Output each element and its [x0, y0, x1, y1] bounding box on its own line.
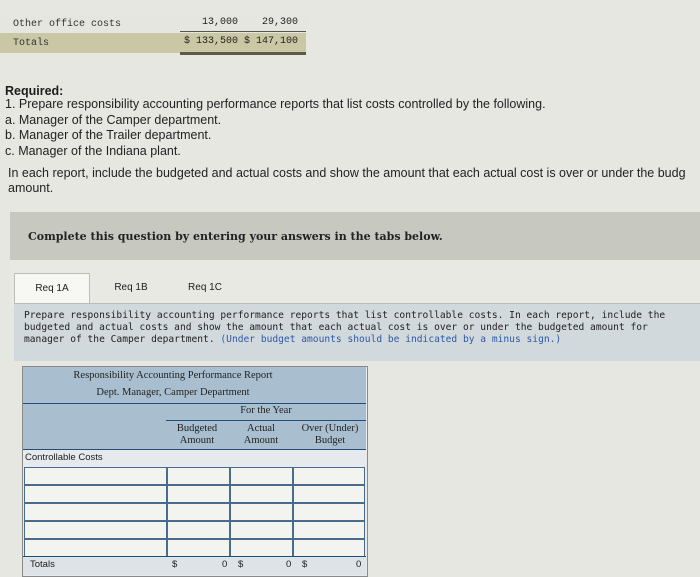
currency-symbol: $ — [302, 559, 308, 570]
summary-double-underline — [180, 52, 306, 55]
actual-amount-input[interactable] — [230, 503, 293, 521]
summary-total-value: $ 147,100 — [244, 36, 299, 47]
cost-name-input[interactable] — [24, 467, 167, 485]
budgeted-amount-input[interactable] — [167, 539, 230, 557]
summary-divider — [180, 31, 306, 32]
divider — [23, 403, 366, 404]
total-budgeted-value: 0 — [222, 559, 228, 570]
required-item: c. Manager of the Indiana plant. — [5, 144, 181, 158]
over-under-input[interactable] — [293, 521, 365, 539]
totals-row — [23, 556, 366, 575]
required-item: a. Manager of the Camper department. — [5, 113, 222, 127]
prompt-body: Prepare responsibility accounting performance reports that list controllable costs. In each report, include the budgeted and actual costs and show the amount that each actual cost is over or under the budgeted amount for manager of the Camper department. — [24, 310, 666, 345]
banner-text: Complete this question by entering your answers in the tabs below. — [28, 230, 443, 243]
cost-name-input[interactable] — [24, 485, 167, 503]
budgeted-amount-input[interactable] — [167, 503, 230, 521]
budgeted-amount-input[interactable] — [167, 467, 230, 485]
actual-amount-input[interactable] — [230, 539, 293, 557]
prompt-note: (Under budget amounts should be indicated by a minus sign.) — [220, 334, 562, 345]
budgeted-amount-input[interactable] — [167, 521, 230, 539]
over-under-input[interactable] — [293, 503, 365, 521]
report-input-grid — [23, 467, 366, 557]
summary-label-other-office-costs: Other office costs — [13, 19, 122, 30]
total-actual-value: 0 — [286, 559, 292, 570]
currency-symbol: $ — [238, 559, 244, 570]
budgeted-amount-input[interactable] — [167, 485, 230, 503]
divider — [23, 449, 366, 450]
totals-label: Totals — [30, 559, 55, 570]
cost-name-input[interactable] — [24, 503, 167, 521]
required-heading: Required: — [5, 84, 64, 98]
report-subtitle: Dept. Manager, Camper Department — [96, 387, 250, 398]
col-over-under-header: Over (Under) Budget — [301, 423, 359, 446]
actual-amount-input[interactable] — [230, 485, 293, 503]
required-item: 1. Prepare responsibility accounting performance reports that list costs controlled by the following. — [5, 97, 546, 111]
over-under-input[interactable] — [293, 485, 365, 503]
actual-amount-input[interactable] — [230, 521, 293, 539]
summary-value: 13,000 — [201, 17, 238, 28]
required-item: b. Manager of the Trailer department. — [5, 128, 212, 142]
summary-value: 29,300 — [261, 17, 298, 28]
tab-req-1c[interactable]: Req 1C — [188, 282, 222, 293]
col-budgeted-header: Budgeted Amount — [176, 423, 218, 446]
prompt-text — [24, 310, 684, 346]
section-label-controllable-costs: Controllable Costs — [25, 452, 103, 463]
total-over-under-value: 0 — [356, 559, 362, 570]
report-period: For the Year — [240, 405, 292, 416]
divider — [166, 420, 366, 421]
col-actual-header: Actual Amount — [243, 423, 279, 446]
report-title: Responsibility Accounting Performance Report — [73, 370, 273, 381]
summary-label-totals: Totals — [13, 38, 50, 49]
summary-total-value: $ 133,500 — [183, 36, 238, 47]
cost-name-input[interactable] — [24, 521, 167, 539]
over-under-input[interactable] — [293, 539, 365, 557]
currency-symbol: $ — [172, 559, 178, 570]
over-under-input[interactable] — [293, 467, 365, 485]
cost-name-input[interactable] — [24, 539, 167, 557]
instruction-text: In each report, include the budgeted and actual costs and show the amount that each actual cost is over or under the budg amount. — [8, 166, 686, 195]
tab-req-1a[interactable]: Req 1A — [14, 273, 90, 304]
tab-req-1b[interactable]: Req 1B — [114, 282, 148, 293]
actual-amount-input[interactable] — [230, 467, 293, 485]
